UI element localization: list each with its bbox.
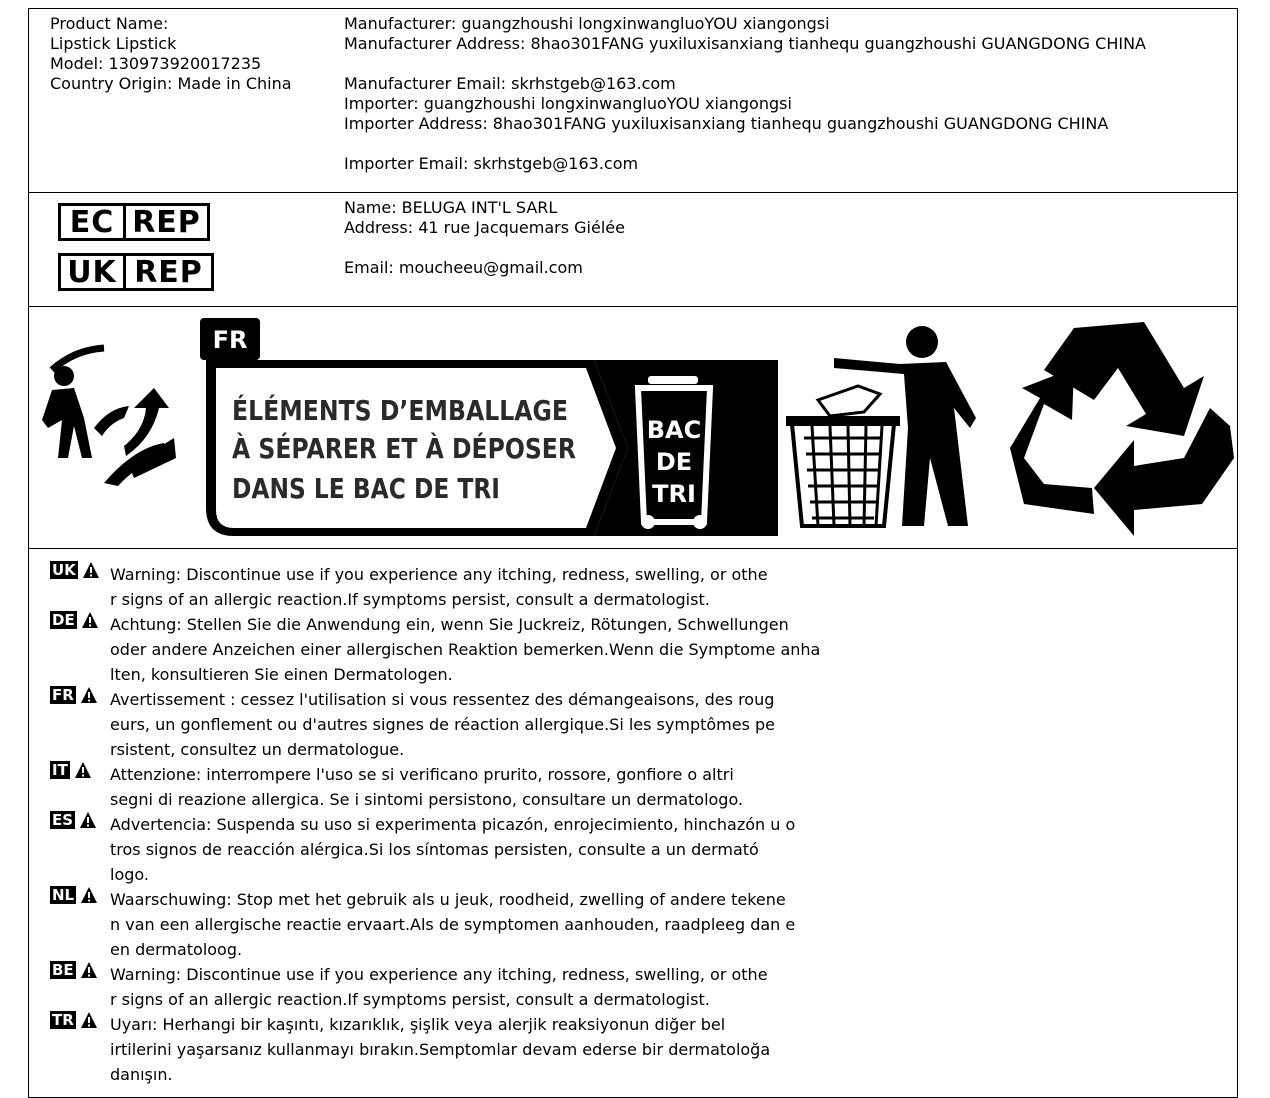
country-code-badge: BE (52, 961, 74, 979)
warning-triangle-icon (82, 561, 100, 579)
warning-triangle-icon (80, 1011, 98, 1029)
warning-code-uk (50, 561, 100, 579)
importer-email: Importer Email: skrhstgeb@163.com (344, 154, 639, 173)
recycling-banner (34, 308, 1234, 546)
country-code-badge: NL (52, 886, 75, 904)
manufacturer-name: Manufacturer: guangzhoushi longxinwangluoYOU xiangongsi (344, 14, 830, 33)
warning-code-be (50, 961, 98, 979)
triman-icon (42, 348, 176, 486)
manufacturer-email: Manufacturer Email: skrhstgeb@163.com (344, 74, 676, 93)
warning-text-line: Advertencia: Suspenda su uso si experimenta picazón, enrojecimiento, hinchazón u o (110, 815, 796, 834)
uk-rep-badge (58, 253, 214, 291)
country-code-badge: UK (52, 561, 76, 579)
rep-email: Email: moucheeu@gmail.com (344, 258, 583, 277)
fr-tag: FR (212, 326, 248, 354)
warning-text-line: en dermatoloog. (110, 940, 243, 959)
warning-text-line: tros signos de reacción alérgica.Si los síntomas persisten, consulte a un dermató (110, 840, 759, 859)
warning-code-nl (50, 886, 98, 904)
warning-text-line: lten, konsultieren Sie einen Dermatologen. (110, 665, 453, 684)
banner-line-2: À SÉPARER ET À DÉPOSER (232, 432, 642, 465)
warning-text-line: Attenzione: interrompere l'uso se si verificano prurito, rossore, gonfiore o altri (110, 765, 734, 784)
warning-code-de (50, 611, 99, 629)
bin-text-2: DE (655, 448, 693, 476)
warning-text-line: Achtung: Stellen Sie die Anwendung ein, wenn Sie Juckreiz, Rötungen, Schwellungen (110, 615, 789, 634)
product-name-value: Lipstick Lipstick (50, 34, 177, 53)
manufacturer-address: Manufacturer Address: 8hao301FANG yuxiluxisanxiang tianhequ guangzhoushi GUANGDONG CHINA (344, 34, 1146, 53)
banner-line-3: DANS LE BAC DE TRI (232, 472, 500, 505)
warning-text-line: segni di reazione allergica. Se i sintomi persistono, consultare un dermatologo. (110, 790, 744, 809)
warning-triangle-icon (80, 961, 98, 979)
country-code-badge: TR (52, 1011, 74, 1029)
country-code-badge: IT (52, 761, 68, 779)
banner-line-1: ÉLÉMENTS D’EMBALLAGE (232, 394, 631, 427)
uk-rep-left: UK (61, 256, 126, 288)
warning-triangle-icon (80, 886, 98, 904)
ec-rep-left: EC (61, 206, 126, 238)
warning-text-line: rsistent, consultez un dermatologue. (110, 740, 405, 759)
uk-rep-right: REP (134, 254, 203, 290)
importer-name: Importer: guangzhoushi longxinwangluoYOU xiangongsi (344, 94, 792, 113)
warning-code-it (50, 761, 92, 779)
warning-text-line: Uyarı: Herhangi bir kaşıntı, kızarıklık, şişlik veya alerjik reaksiyonun diğer bel (110, 1015, 726, 1034)
rep-name: Name: BELUGA INT'L SARL (344, 198, 558, 217)
warning-code-fr (50, 686, 98, 704)
rep-address: Address: 41 rue Jacquemars Giélée (344, 218, 625, 237)
warning-triangle-icon (74, 761, 92, 779)
warning-text-line: irtilerini yaşarsanız kullanmayı bırakın.Semptomlar devam ederse bir dermatoloğa (110, 1040, 771, 1059)
divider-1 (28, 192, 1238, 193)
product-model: Model: 130973920017235 (50, 54, 262, 73)
divider-3 (28, 548, 1238, 549)
country-code-badge: DE (52, 611, 75, 629)
warning-triangle-icon (79, 811, 97, 829)
country-code-badge: FR (52, 686, 74, 704)
bin-text-3: TRI (652, 480, 696, 508)
divider-2 (28, 306, 1238, 307)
warning-text-line: r signs of an allergic reaction.If symptoms persist, consult a dermatologist. (110, 990, 710, 1009)
warning-text-line: logo. (110, 865, 149, 884)
warning-text-line: n van een allergische reactie ervaart.Als de symptomen aanhouden, raadpleeg dan e (110, 915, 796, 934)
product-name-label: Product Name: (50, 14, 169, 33)
country-code-badge: ES (52, 811, 74, 829)
warning-code-tr (50, 1011, 98, 1029)
warning-text-line: Waarschuwing: Stop met het gebruik als u jeuk, roodheid, zwelling of andere tekene (110, 890, 786, 909)
warning-triangle-icon (80, 686, 98, 704)
ec-rep-badge (58, 203, 210, 241)
importer-address: Importer Address: 8hao301FANG yuxiluxisanxiang tianhequ guangzhoushi GUANGDONG CHINA (344, 114, 1109, 133)
warning-text-line: eurs, un gonflement ou d'autres signes de réaction allergique.Si les symptômes pe (110, 715, 776, 734)
warning-triangle-icon (81, 611, 99, 629)
warning-text-line: Warning: Discontinue use if you experience any itching, redness, swelling, or othe (110, 565, 768, 584)
warning-text-line: Warning: Discontinue use if you experience any itching, redness, swelling, or othe (110, 965, 768, 984)
ec-rep-right: REP (132, 204, 201, 240)
warning-text-line: r signs of an allergic reaction.If symptoms persist, consult a dermatologist. (110, 590, 710, 609)
country-origin: Country Origin: Made in China (50, 74, 292, 93)
recycle-icon (1010, 322, 1234, 536)
warning-text-line: oder andere Anzeichen einer allergischen Reaktion bemerken.Wenn die Symptome anha (110, 640, 821, 659)
warning-code-es (50, 811, 97, 829)
warning-text-line: Avertissement : cessez l'utilisation si vous ressentez des démangeaisons, des roug (110, 690, 775, 709)
bin-text-1: BAC (646, 416, 702, 444)
warning-text-line: danışın. (110, 1065, 173, 1084)
tidyman-icon (786, 326, 976, 526)
